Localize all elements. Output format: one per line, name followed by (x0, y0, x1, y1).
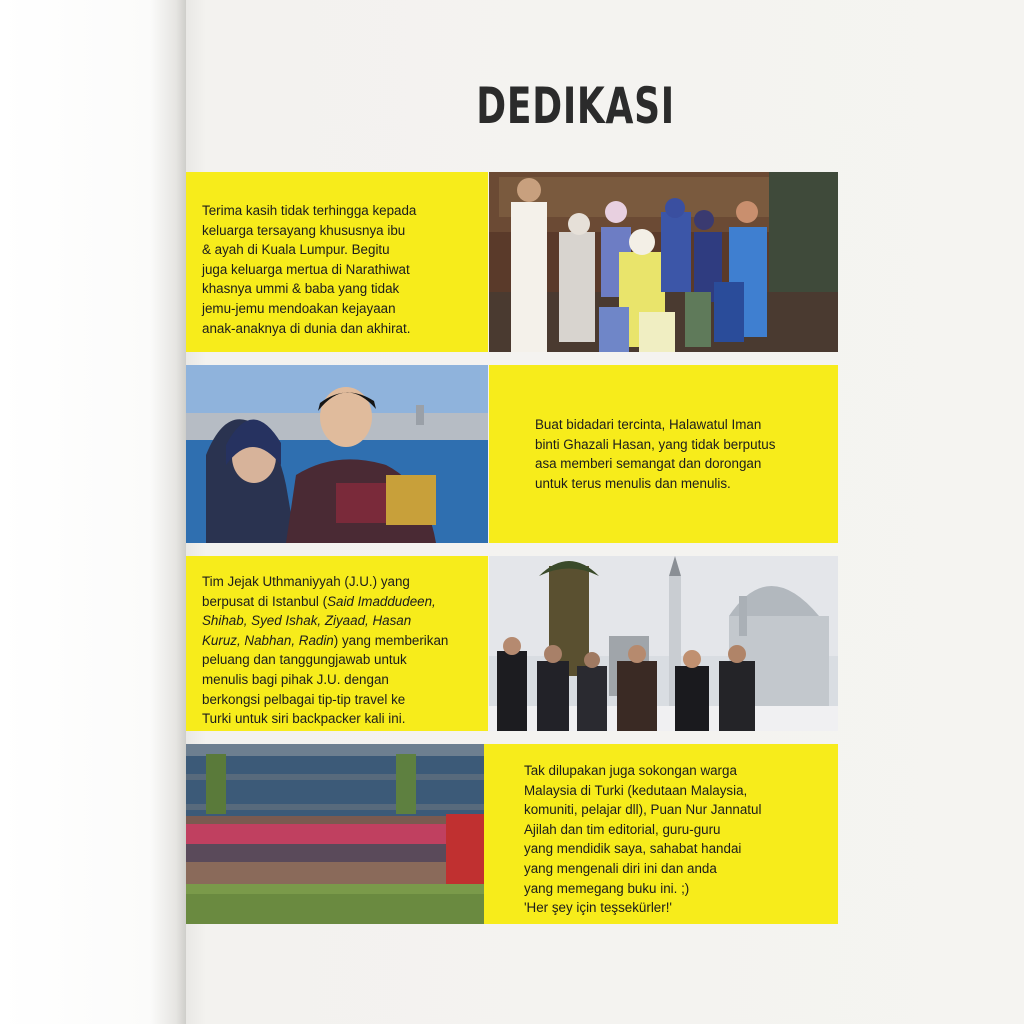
dedication-text-team (202, 572, 480, 729)
team-mosque-photo (489, 556, 838, 731)
family-group-photo (489, 172, 838, 352)
dedication-text-community: Tak dilupakan juga sokongan warga Malaysia di Turki (kedutaan Malaysia, komuniti, pelajar dll), Puan Nur Jannatul Ajilah dan tim editorial, guru-guru yang mendidik saya, sahabat handai yang mengenali diri ini dan anda yang memegang buku ini. ;) 'Her şey için teşsekürler!' (524, 763, 762, 916)
dedication-text-box-team (186, 556, 488, 731)
team-text-part1: Tim Jejak Uthmaniyyah (J.U.) yang berpusat di Istanbul ( (202, 574, 410, 609)
dedication-text-box-wife (489, 365, 838, 543)
dedication-text-box-family (186, 172, 488, 352)
community-group-photo (186, 744, 484, 924)
dedication-text-box-community (484, 744, 838, 924)
team-text-part2: ) yang memberikan peluang dan tanggungjawab untuk menulis bagi pihak J.U. dengan berkongsi pelbagai tip-tip travel ke Turki untuk siri backpacker kali ini. (202, 632, 449, 727)
dedication-text-wife: Buat bidadari tercinta, Halawatul Iman binti Ghazali Hasan, yang tidak berputus asa memberi semangat dan dorongan untuk terus menulis dan menulis. (535, 417, 776, 491)
page-title: DEDIKASI (476, 77, 675, 135)
couple-istanbul-photo (186, 365, 488, 543)
dedication-text-family: Terima kasih tidak terhingga kepada keluarga tersayang khususnya ibu & ayah di Kuala Lumpur. Begitu juga keluarga mertua di Narathiwat khasnya ummi & baba yang tidak jemu-jemu mendoakan kejayaan anak-anaknya di dunia dan akhirat. (202, 203, 417, 336)
team-members-names: Said Imaddudeen, Shihab, Syed Ishak, Ziyaad, Hasan Kuruz, Nabhan, Radin (202, 593, 436, 648)
book-binding-margin (0, 0, 186, 1024)
